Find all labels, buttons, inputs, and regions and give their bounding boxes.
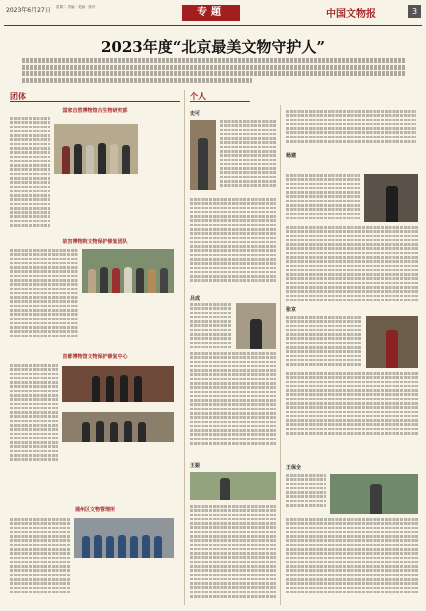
person-text-1b xyxy=(190,198,276,284)
intro-paragraph xyxy=(22,58,406,84)
individual-heading: 个人 xyxy=(190,91,206,101)
group-title-2: 故宫博物院文物保护修复团队 xyxy=(62,239,128,245)
person-text-2 xyxy=(190,303,232,350)
page-number: 3 xyxy=(408,5,421,18)
person-name-5: 王振 xyxy=(190,463,201,469)
group-title-4: 通州区文物管理所 xyxy=(74,507,115,513)
issue-date: 2023年6月27日 xyxy=(6,7,51,14)
person-photo-5 xyxy=(190,472,276,500)
group-photo-3a xyxy=(62,366,174,402)
column-divider-2 xyxy=(280,105,281,605)
group-text-2 xyxy=(10,249,78,339)
person-name-4: 张京 xyxy=(286,307,297,313)
person-text-4b xyxy=(286,372,418,436)
person-text-4 xyxy=(286,316,362,367)
issue-info: 星期二 责编 · 美编 · 校对 xyxy=(56,5,96,9)
individual-rule xyxy=(190,101,250,102)
person-name-1: 史可 xyxy=(190,111,201,117)
group-photo-2 xyxy=(82,249,174,293)
person-text-2b xyxy=(190,352,276,446)
person-name-2: 吕成 xyxy=(190,296,201,302)
group-text-4 xyxy=(10,518,70,595)
main-headline: 2023年度“北京最美文物守护人” xyxy=(100,38,325,56)
group-title-3: 首都博物馆文物保护修复中心 xyxy=(62,354,128,360)
person-photo-1 xyxy=(190,120,216,190)
person-text-1 xyxy=(220,120,276,189)
group-text-3 xyxy=(10,364,58,462)
person-photo-2 xyxy=(236,303,276,349)
group-photo-3b xyxy=(62,412,174,442)
group-title-1: 国家自然博物馆古生物研究部 xyxy=(62,108,128,114)
column-divider xyxy=(184,90,185,605)
group-photo-4 xyxy=(74,518,174,558)
section-banner: 专题 xyxy=(182,5,240,21)
person-name-3: 杨建 xyxy=(286,153,297,159)
person-text-6b xyxy=(286,518,418,595)
person-text-3 xyxy=(286,174,360,221)
person-text-6 xyxy=(286,474,326,508)
group-photo-1 xyxy=(54,124,138,174)
newspaper-logo: 中国文物报 xyxy=(326,9,376,20)
person-text-cont xyxy=(286,110,416,144)
group-text-1a xyxy=(10,117,50,228)
person-photo-6 xyxy=(330,474,418,514)
person-text-3b xyxy=(286,226,418,303)
person-photo-4 xyxy=(366,316,418,368)
group-heading: 团体 xyxy=(10,91,26,101)
person-photo-3 xyxy=(364,174,418,222)
group-rule xyxy=(10,101,180,102)
person-name-6: 王保全 xyxy=(286,465,302,471)
page-header xyxy=(4,3,422,26)
person-text-5 xyxy=(190,505,276,599)
